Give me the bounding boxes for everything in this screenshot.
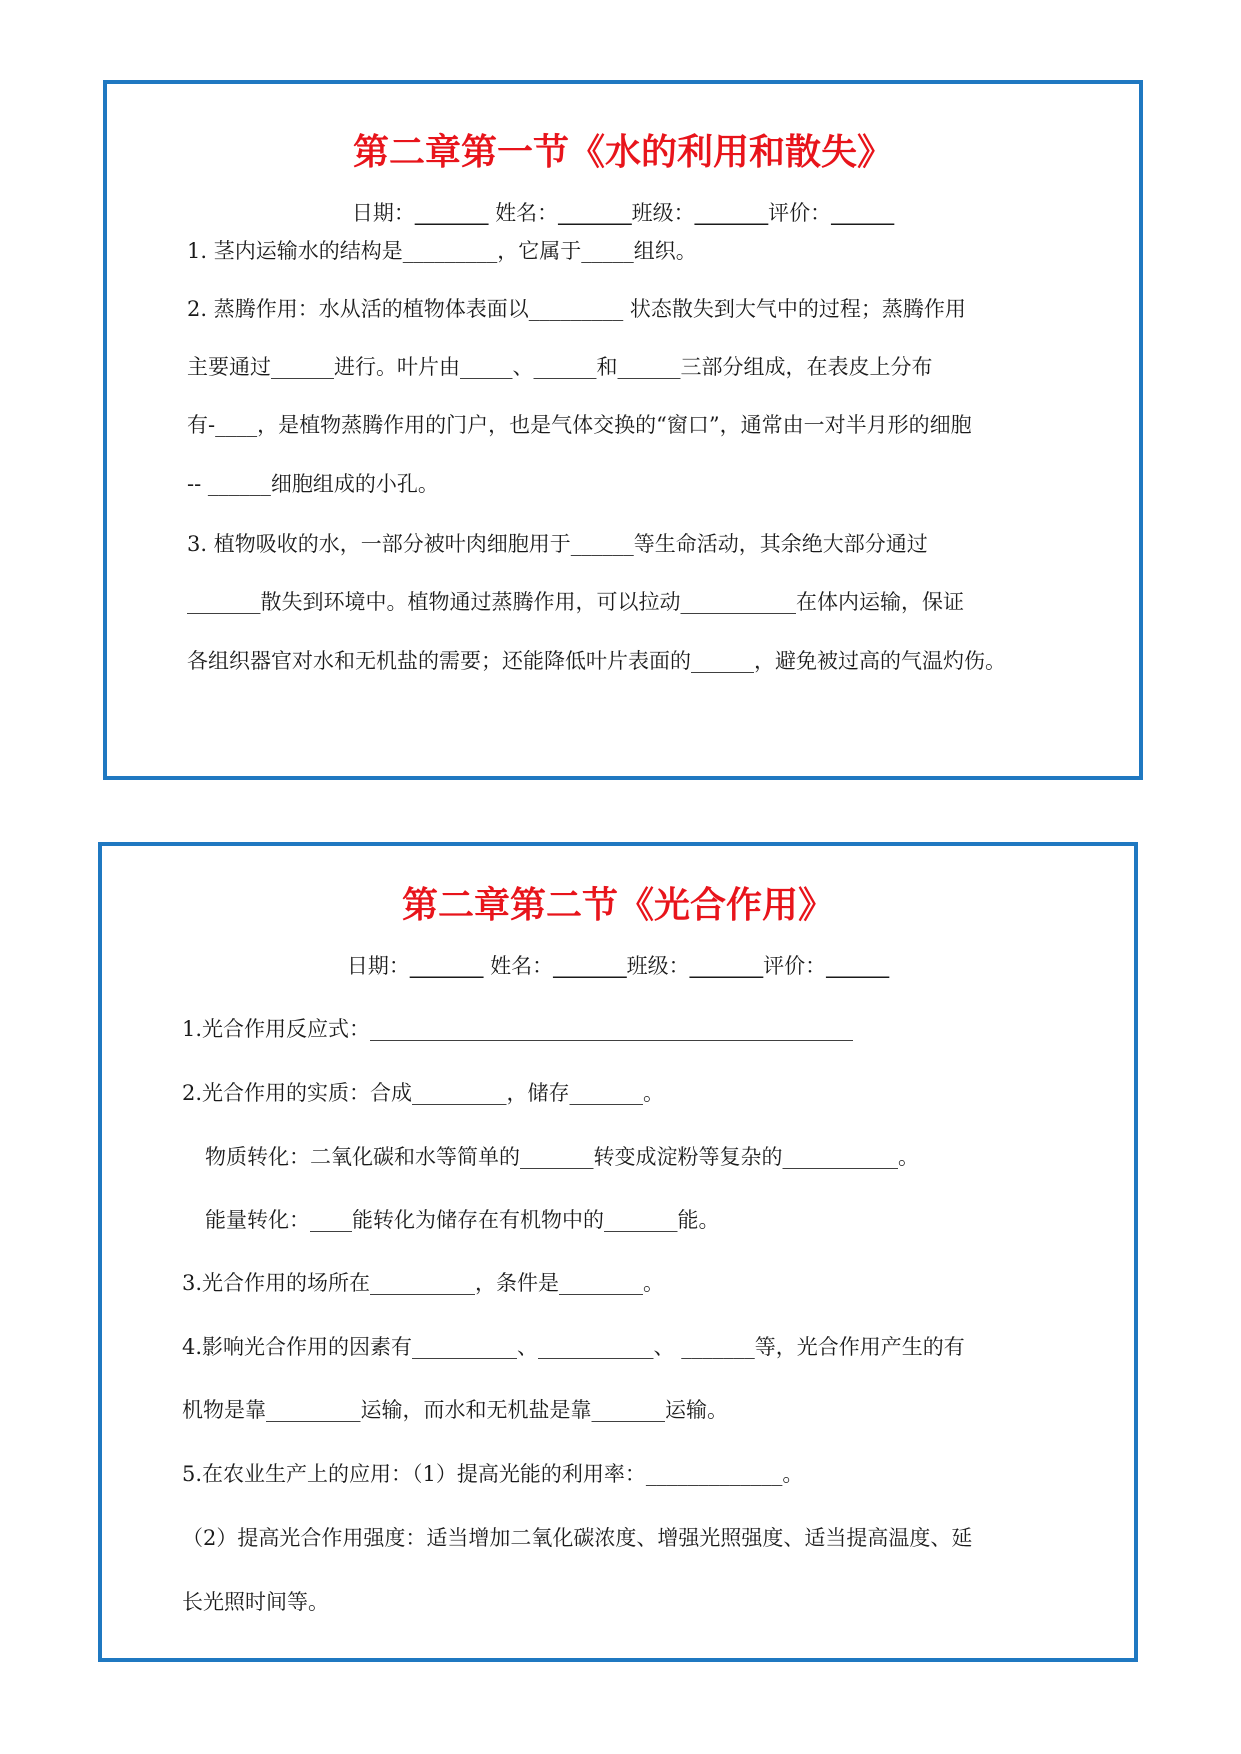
question-line: 1.光合作用反应式：______________________________________________ <box>182 1017 854 1041</box>
question-line: 3.光合作用的场所在__________，条件是________。 <box>182 1271 665 1295</box>
section-title: 第二章第二节《光合作用》 <box>401 885 834 926</box>
question-line: 4.影响光合作用的因素有__________、___________、 _______等，光合作用产生的有 <box>182 1335 965 1359</box>
question-line: 机物是靠_________运输，而水和无机盐是靠_______运输。 <box>182 1398 728 1422</box>
question-line: （2）提高光合作用强度：适当增加二氧化碳浓度、增强光照强度、适当提高温度、延 <box>182 1526 973 1550</box>
question-line: 主要通过______进行。叶片由_____、______和______三部分组成，在表皮上分布 <box>187 355 933 379</box>
section-title: 第二章第一节《水的利用和散失》 <box>352 132 893 173</box>
question-line: 1. 茎内运输水的结构是_________，它属于_____组织。 <box>187 239 697 263</box>
question-line: 长光照时间等。 <box>182 1590 329 1614</box>
question-line: 2.光合作用的实质：合成_________，储存_______。 <box>182 1081 665 1105</box>
question-line: -- ______细胞组成的小孔。 <box>187 472 439 496</box>
question-line: 各组织器官对水和无机盐的需要；还能降低叶片表面的______，避免被过高的气温灼伤。 <box>187 649 1006 673</box>
question-line: 物质转化：二氧化碳和水等简单的_______转变成淀粉等复杂的___________。 <box>205 1145 919 1169</box>
worksheet-section-2 <box>98 842 1138 1662</box>
worksheet-section-1 <box>103 80 1143 780</box>
question-line: 2. 蒸腾作用：水从活的植物体表面以_________ 状态散失到大气中的过程；蒸腾作用 <box>187 297 966 321</box>
question-line: 5.在农业生产上的应用：（1）提高光能的利用率：_____________。 <box>182 1462 804 1486</box>
question-line: 有-____，是植物蒸腾作用的门户，也是气体交换的“窗口”，通常由一对半月形的细胞 <box>187 413 972 437</box>
header-fields: 日期：_______ 姓名：_______班级：_______评价：______ <box>346 954 890 978</box>
question-line: 能量转化：____能转化为储存在有机物中的_______能。 <box>205 1208 720 1232</box>
question-line: 3. 植物吸收的水，一部分被叶肉细胞用于______等生命活动，其余绝大部分通过 <box>187 532 928 556</box>
question-line: _______散失到环境中。植物通过蒸腾作用，可以拉动___________在体内运输，保证 <box>187 590 964 614</box>
header-fields: 日期：_______ 姓名：_______班级：_______评价：______ <box>351 201 895 225</box>
